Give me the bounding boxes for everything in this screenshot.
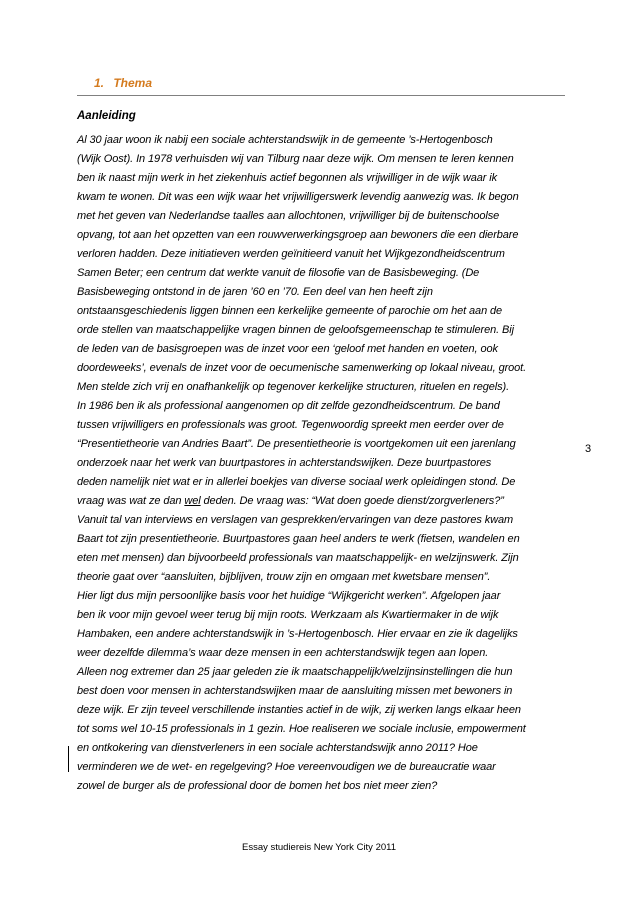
text-line: eten met mensen) dan bijvoorbeeld professionals van maatschappelijk- en welzijnswerk. Zijn — [77, 552, 519, 564]
text-line: In 1986 ben ik als professional aangenomen op dit zelfde gezondheidscentrum. De band — [77, 400, 500, 412]
text-line: zowel de burger als de professional door de bomen het bos niet meer zien? — [77, 780, 438, 792]
text-line: Men stelde zich vrij en onafhankelijk op tegenover kerkelijke structuren, rituelen en regels). — [77, 381, 510, 393]
text-line: doordeweeks’, evenals de inzet voor de oecumenische samenwerking op lokaal niveau, groot. — [77, 362, 527, 374]
page-number: 3 — [585, 443, 592, 455]
text-segment: vraag was wat ze dan — [77, 495, 185, 507]
text-line: tussen vrijwilligers en professionals was groot. Tegenwoordig spreekt men eerder over de — [77, 419, 504, 431]
text-line: opvang, tot aan het opzetten van een rouwverwerkingsgroep aan bewoners die een dierbare — [77, 229, 519, 241]
text-line: verminderen we de wet- en regelgeving? Hoe vereenvoudigen we de bureaucratie waar — [77, 761, 496, 773]
text-line: ben ik naast mijn werk in het ziekenhuis actief begonnen als vrijwilliger in de wijk waar ik — [77, 172, 498, 184]
section-heading — [94, 76, 152, 90]
text-line: ben ik voor mijn gevoel weer terug bij mijn roots. Werkzaam als Kwartiermaker in de wijk — [77, 609, 499, 621]
section-title: Thema — [113, 76, 153, 90]
text-line: Alleen nog extremer dan 25 jaar geleden zie ik maatschappelijk/welzijnsinstellingen die hun — [77, 666, 513, 678]
paragraph-2 — [77, 397, 565, 587]
text-line: Al 30 jaar woon ik nabij een sociale achterstandswijk in de gemeente ’s-Hertogenbosch — [77, 134, 493, 146]
paragraph-1 — [77, 131, 565, 397]
text-line: Baart tot zijn presentietheorie. Buurtpastores gaan heel anders te werk (fietsen, wandelen en — [77, 533, 520, 545]
text-line-with-underline — [77, 492, 565, 511]
text-line: orde stellen van maatschappelijke vragen binnen de geloofsgemeenschap te stimuleren. Bij — [77, 324, 514, 336]
underlined-word: wel — [184, 495, 201, 507]
text-line: Hier ligt dus mijn persoonlijke basis voor het huidige “Wijkgericht werken”. Afgelopen jaar — [77, 590, 501, 602]
subheading: Aanleiding — [77, 110, 136, 122]
text-line: tot soms wel 10-15 professionals in 1 gezin. Hoe realiseren we sociale inclusie, empowerment — [77, 723, 526, 735]
text-line: kwam te wonen. Dit was een wijk waar het vrijwilligerswerk levendig aanwezig was. Ik begon — [77, 191, 519, 203]
text-line: Samen Beter; een centrum dat werkte vanuit de filosofie van de Basisbeweging. (De — [77, 267, 480, 279]
text-line: onderzoek naar het werk van buurtpastores in achterstandswijken. Deze buurtpastores — [77, 457, 492, 469]
text-line: Hambaken, een andere achterstandswijk in ’s-Hertogenbosch. Hier ervaar en zie ik dagelijks — [77, 628, 518, 640]
text-line: Vanuit tal van interviews en verslagen van gesprekken/ervaringen van deze pastores kwam — [77, 514, 514, 526]
paragraph-3 — [77, 587, 565, 796]
text-line: (Wijk Oost). In 1978 verhuisden wij van Tilburg naar deze wijk. Om mensen te leren kennen — [77, 153, 514, 165]
text-line: deze wijk. Er zijn teveel verschillende instanties actief in de wijk, zij werken langs elkaar heen — [77, 704, 521, 716]
text-line: Basisbeweging ontstond in de jaren ’60 en ’70. Een deel van hen heeft zijn — [77, 286, 433, 298]
text-line: ontstaansgeschiedenis liggen binnen een kerkelijke gemeente of parochie om het aan de — [77, 305, 503, 317]
text-line: verloren hadden. Deze initiatieven werden geïnitieerd vanuit het Wijkgezondheidscentrum — [77, 248, 505, 260]
text-segment: deden. De vraag was: “Wat doen goede dienst/zorgverleners?” — [200, 495, 504, 507]
text-line: met het geven van Nederlandse taalles aan allochtonen, vrijwilliger bij de buitenschoolse — [77, 210, 500, 222]
text-line: “Presentietheorie van Andries Baart”. De presentietheorie is voortgekomen uit een jarenlang — [77, 438, 516, 450]
text-line: theorie gaat over “aansluiten, bijblijven, trouw zijn en omgaan met kwetsbare mensen”. — [77, 571, 491, 583]
page-footer: Essay studiereis New York City 2011 — [241, 842, 396, 853]
text-line: en ontkokering van dienstverleners in een sociale achterstandswijk anno 2011? Hoe — [77, 742, 478, 754]
text-line: de leden van de basisgroepen was de inzet voor een ‘geloof met handen en voeten, ook — [77, 343, 498, 355]
section-heading-row — [77, 74, 565, 96]
text-line: best doen voor mensen in achterstandswijken maar de aansluiting missen met bewoners in — [77, 685, 513, 697]
revision-change-bar — [68, 746, 69, 772]
text-line: weer dezelfde dilemma’s waar deze mensen in een achterstandswijk tegen aan lopen. — [77, 647, 489, 659]
section-number: 1. — [94, 76, 105, 90]
text-line: deden namelijk niet wat er in allerlei boekjes van diverse sociaal werk opleidingen stond. De — [77, 476, 516, 488]
